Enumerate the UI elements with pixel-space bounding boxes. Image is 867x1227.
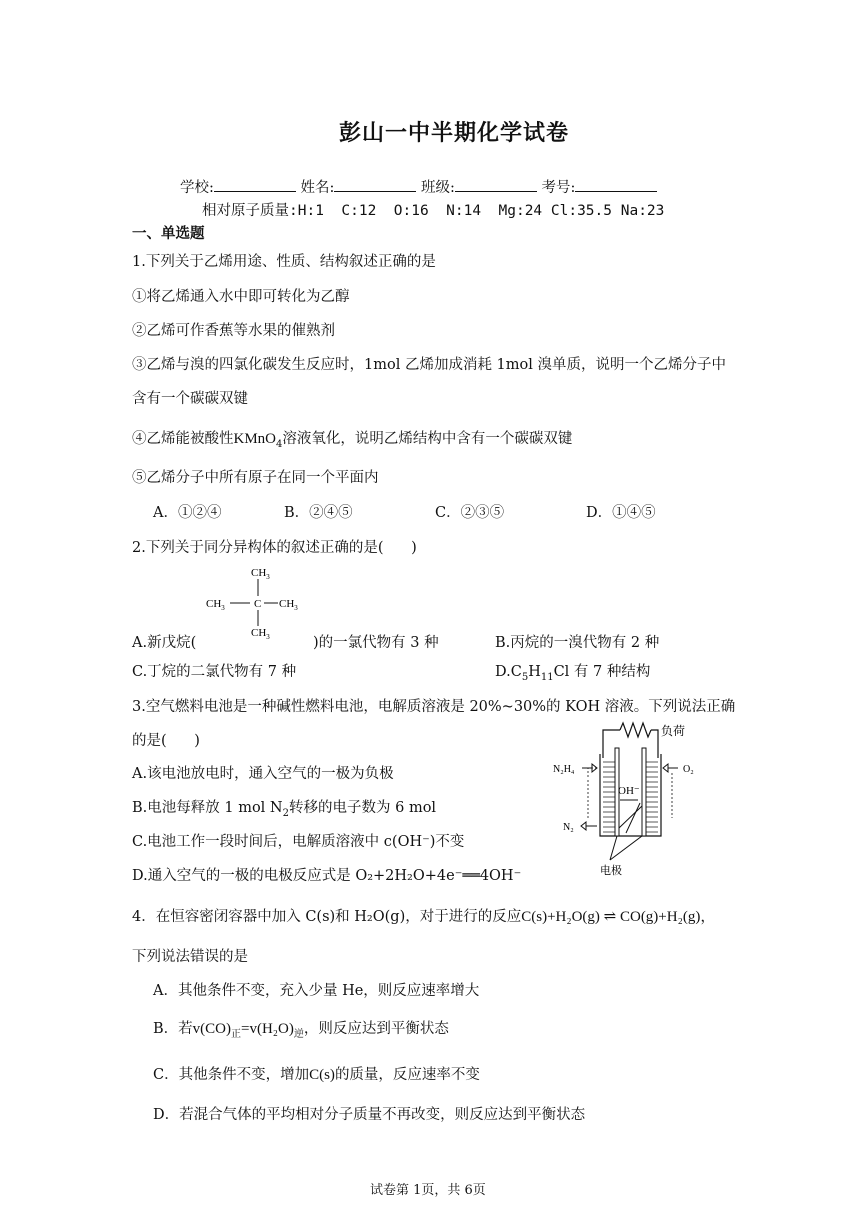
q4-stem-pre: 4．在恒容密闭容器中加入 C(s)和 H₂O(g)，对于进行的反应 bbox=[132, 909, 522, 925]
school-label: 学校: bbox=[180, 180, 214, 196]
resistor-icon bbox=[620, 723, 651, 737]
q2-stem: 2.下列关于同分异构体的叙述正确的是( ) bbox=[132, 540, 417, 556]
q4-b-sub-reverse: 逆 bbox=[293, 1028, 304, 1040]
q3-option-a[interactable]: A.该电池放电时，通入空气的一极为负极 bbox=[132, 766, 394, 782]
wire-right bbox=[651, 730, 658, 758]
q4-c-pre: C．其他条件不变，增加 bbox=[153, 1067, 310, 1083]
page-title: 彭山一中半期化学试卷 bbox=[339, 121, 570, 146]
number-label: 考号: bbox=[541, 180, 576, 196]
q2-option-a-post[interactable]: )的一氯代物有 3 种 bbox=[313, 635, 439, 651]
student-info-row bbox=[180, 176, 657, 197]
q1-s4-text-post: 溶液氧化，说明乙烯结构中含有一个碳碳双键 bbox=[282, 431, 573, 447]
n2h4-label: N₂H₄ bbox=[553, 764, 575, 775]
q3-option-b[interactable] bbox=[132, 796, 436, 819]
electrode-right bbox=[642, 748, 646, 836]
q1-option-b[interactable]: B．②④⑤ bbox=[284, 505, 353, 521]
q4-option-b[interactable] bbox=[153, 1017, 449, 1040]
q4-b-v-co: v(CO) bbox=[192, 1021, 231, 1037]
q1-statement-3a: ③乙烯与溴的四氯化碳发生反应时，1mol 乙烯加成消耗 1mol 溴单质，说明一个乙烯分子中 bbox=[132, 357, 727, 373]
hydroxide-label: OH⁻ bbox=[618, 785, 640, 797]
q3-option-d[interactable]: D.通入空气的一极的电极反应式是 O₂+2H₂O+4e⁻══4OH⁻ bbox=[132, 868, 522, 884]
electrode-pointer-right bbox=[610, 836, 642, 860]
electrolyte-left bbox=[603, 762, 615, 832]
q3-b-sub: 2 bbox=[282, 807, 289, 819]
q2-option-b[interactable]: B.丙烷的一溴代物有 2 种 bbox=[495, 635, 660, 651]
school-blank[interactable] bbox=[214, 177, 296, 192]
name-label: 姓名: bbox=[300, 180, 335, 196]
q1-statement-5: ⑤乙烯分子中所有原子在同一个平面内 bbox=[132, 470, 379, 486]
electrode-pointer-left bbox=[610, 836, 617, 860]
atomic-masses: 相对原子质量:H:1 C:12 O:16 N:14 Mg:24 Cl:35.5 Na:23 bbox=[202, 203, 665, 219]
struct-right: $CH_3$ bbox=[279, 598, 298, 612]
class-blank[interactable] bbox=[455, 177, 537, 192]
q2-option-c[interactable]: C.丁烷的二氯代物有 7 种 bbox=[132, 664, 297, 680]
q3-stem-b: 的是( ) bbox=[132, 733, 200, 749]
q1-option-d[interactable]: D．①④⑤ bbox=[586, 505, 656, 521]
q1-statement-2: ②乙烯可作香蕉等水果的催熟剂 bbox=[132, 323, 335, 339]
q1-s4-text: ④乙烯能被酸性 bbox=[132, 431, 234, 447]
q3-b-pre: B.电池每释放 1 mol N bbox=[132, 800, 283, 816]
q1-statement-1: ①将乙烯通入水中即可转化为乙醇 bbox=[132, 289, 350, 305]
q4-b-pre: B．若 bbox=[153, 1021, 193, 1037]
kmno4-sub: 4 bbox=[276, 438, 283, 450]
electrode-label: 电极 bbox=[600, 865, 622, 877]
n2-label: N₂ bbox=[563, 822, 574, 833]
q4-option-a[interactable]: A．其他条件不变，充入少量 He，则反应速率增大 bbox=[153, 983, 480, 999]
kmno4-formula: KMnO bbox=[233, 431, 277, 447]
class-label: 班级: bbox=[421, 180, 455, 196]
q4-option-c[interactable] bbox=[153, 1063, 480, 1084]
section-heading: 一、单选题 bbox=[132, 225, 205, 242]
q1-statement-4 bbox=[132, 427, 572, 450]
q2-d-sub1: 5 bbox=[521, 671, 529, 683]
q2-d-sub2: 11 bbox=[540, 671, 554, 683]
q4-reaction: C(s)+H₂O(g) ⇌ CO(g)+H₂(g)， bbox=[521, 909, 716, 925]
load-label: 负荷 bbox=[661, 724, 686, 738]
q1-option-c[interactable]: C．②③⑤ bbox=[435, 505, 505, 521]
number-blank[interactable] bbox=[575, 177, 657, 192]
q1-option-a[interactable]: A．①②④ bbox=[153, 505, 222, 521]
struct-left: $CH_3$ bbox=[206, 598, 225, 612]
q4-b-sub-forward: 正 bbox=[230, 1028, 241, 1040]
struct-top: $CH_3$ bbox=[251, 567, 270, 581]
membrane bbox=[626, 803, 640, 833]
q4-option-d[interactable]: D．若混合气体的平均相对分子质量不再改变，则反应达到平衡状态 bbox=[153, 1107, 586, 1123]
q3-b-post: 转移的电子数为 6 mol bbox=[289, 800, 437, 816]
q2-d-post: Cl 有 7 种结构 bbox=[553, 664, 651, 680]
fuel-cell-diagram bbox=[548, 718, 718, 878]
q2-d-h: H bbox=[528, 664, 541, 680]
q4-b-v-h2o: =v(H₂O) bbox=[240, 1021, 294, 1037]
name-blank[interactable] bbox=[334, 177, 416, 192]
q4-c-formula: C(s) bbox=[309, 1067, 335, 1083]
ion-path bbox=[619, 806, 642, 828]
electrolyte-right bbox=[646, 762, 658, 832]
n2h4-arrow-icon bbox=[582, 764, 597, 772]
q4-b-post: ，则反应达到平衡状态 bbox=[303, 1021, 449, 1037]
q4-stem-b: 下列说法错误的是 bbox=[132, 949, 248, 965]
struct-bottom: $CH_3$ bbox=[251, 627, 270, 641]
o2-arrow-icon bbox=[663, 764, 678, 772]
n2-arrow-icon bbox=[581, 822, 597, 830]
q2-option-a-pre[interactable]: A.新戊烷( bbox=[132, 635, 197, 651]
q4-c-post: 的质量，反应速率不变 bbox=[334, 1067, 480, 1083]
q3-option-c[interactable]: C.电池工作一段时间后，电解质溶液中 c(OH⁻)不变 bbox=[132, 834, 465, 850]
q4-stem bbox=[132, 905, 715, 926]
neopentane-structure bbox=[200, 560, 310, 646]
q2-option-d[interactable] bbox=[495, 660, 650, 683]
q1-stem: 1.下列关于乙烯用途、性质、结构叙述正确的是 bbox=[132, 254, 436, 270]
q3-stem-a: 3.空气燃料电池是一种碱性燃料电池，电解质溶液是 20%~30%的 KOH 溶液。下列说法正确 bbox=[132, 699, 736, 715]
struct-center: C bbox=[254, 598, 262, 610]
page-footer: 试卷第 1页，共 6页 bbox=[370, 1183, 486, 1198]
q2-d-c: D.C bbox=[495, 664, 522, 680]
o2-label: O₂ bbox=[683, 764, 694, 775]
q1-statement-3b: 含有一个碳碳双键 bbox=[132, 391, 248, 407]
